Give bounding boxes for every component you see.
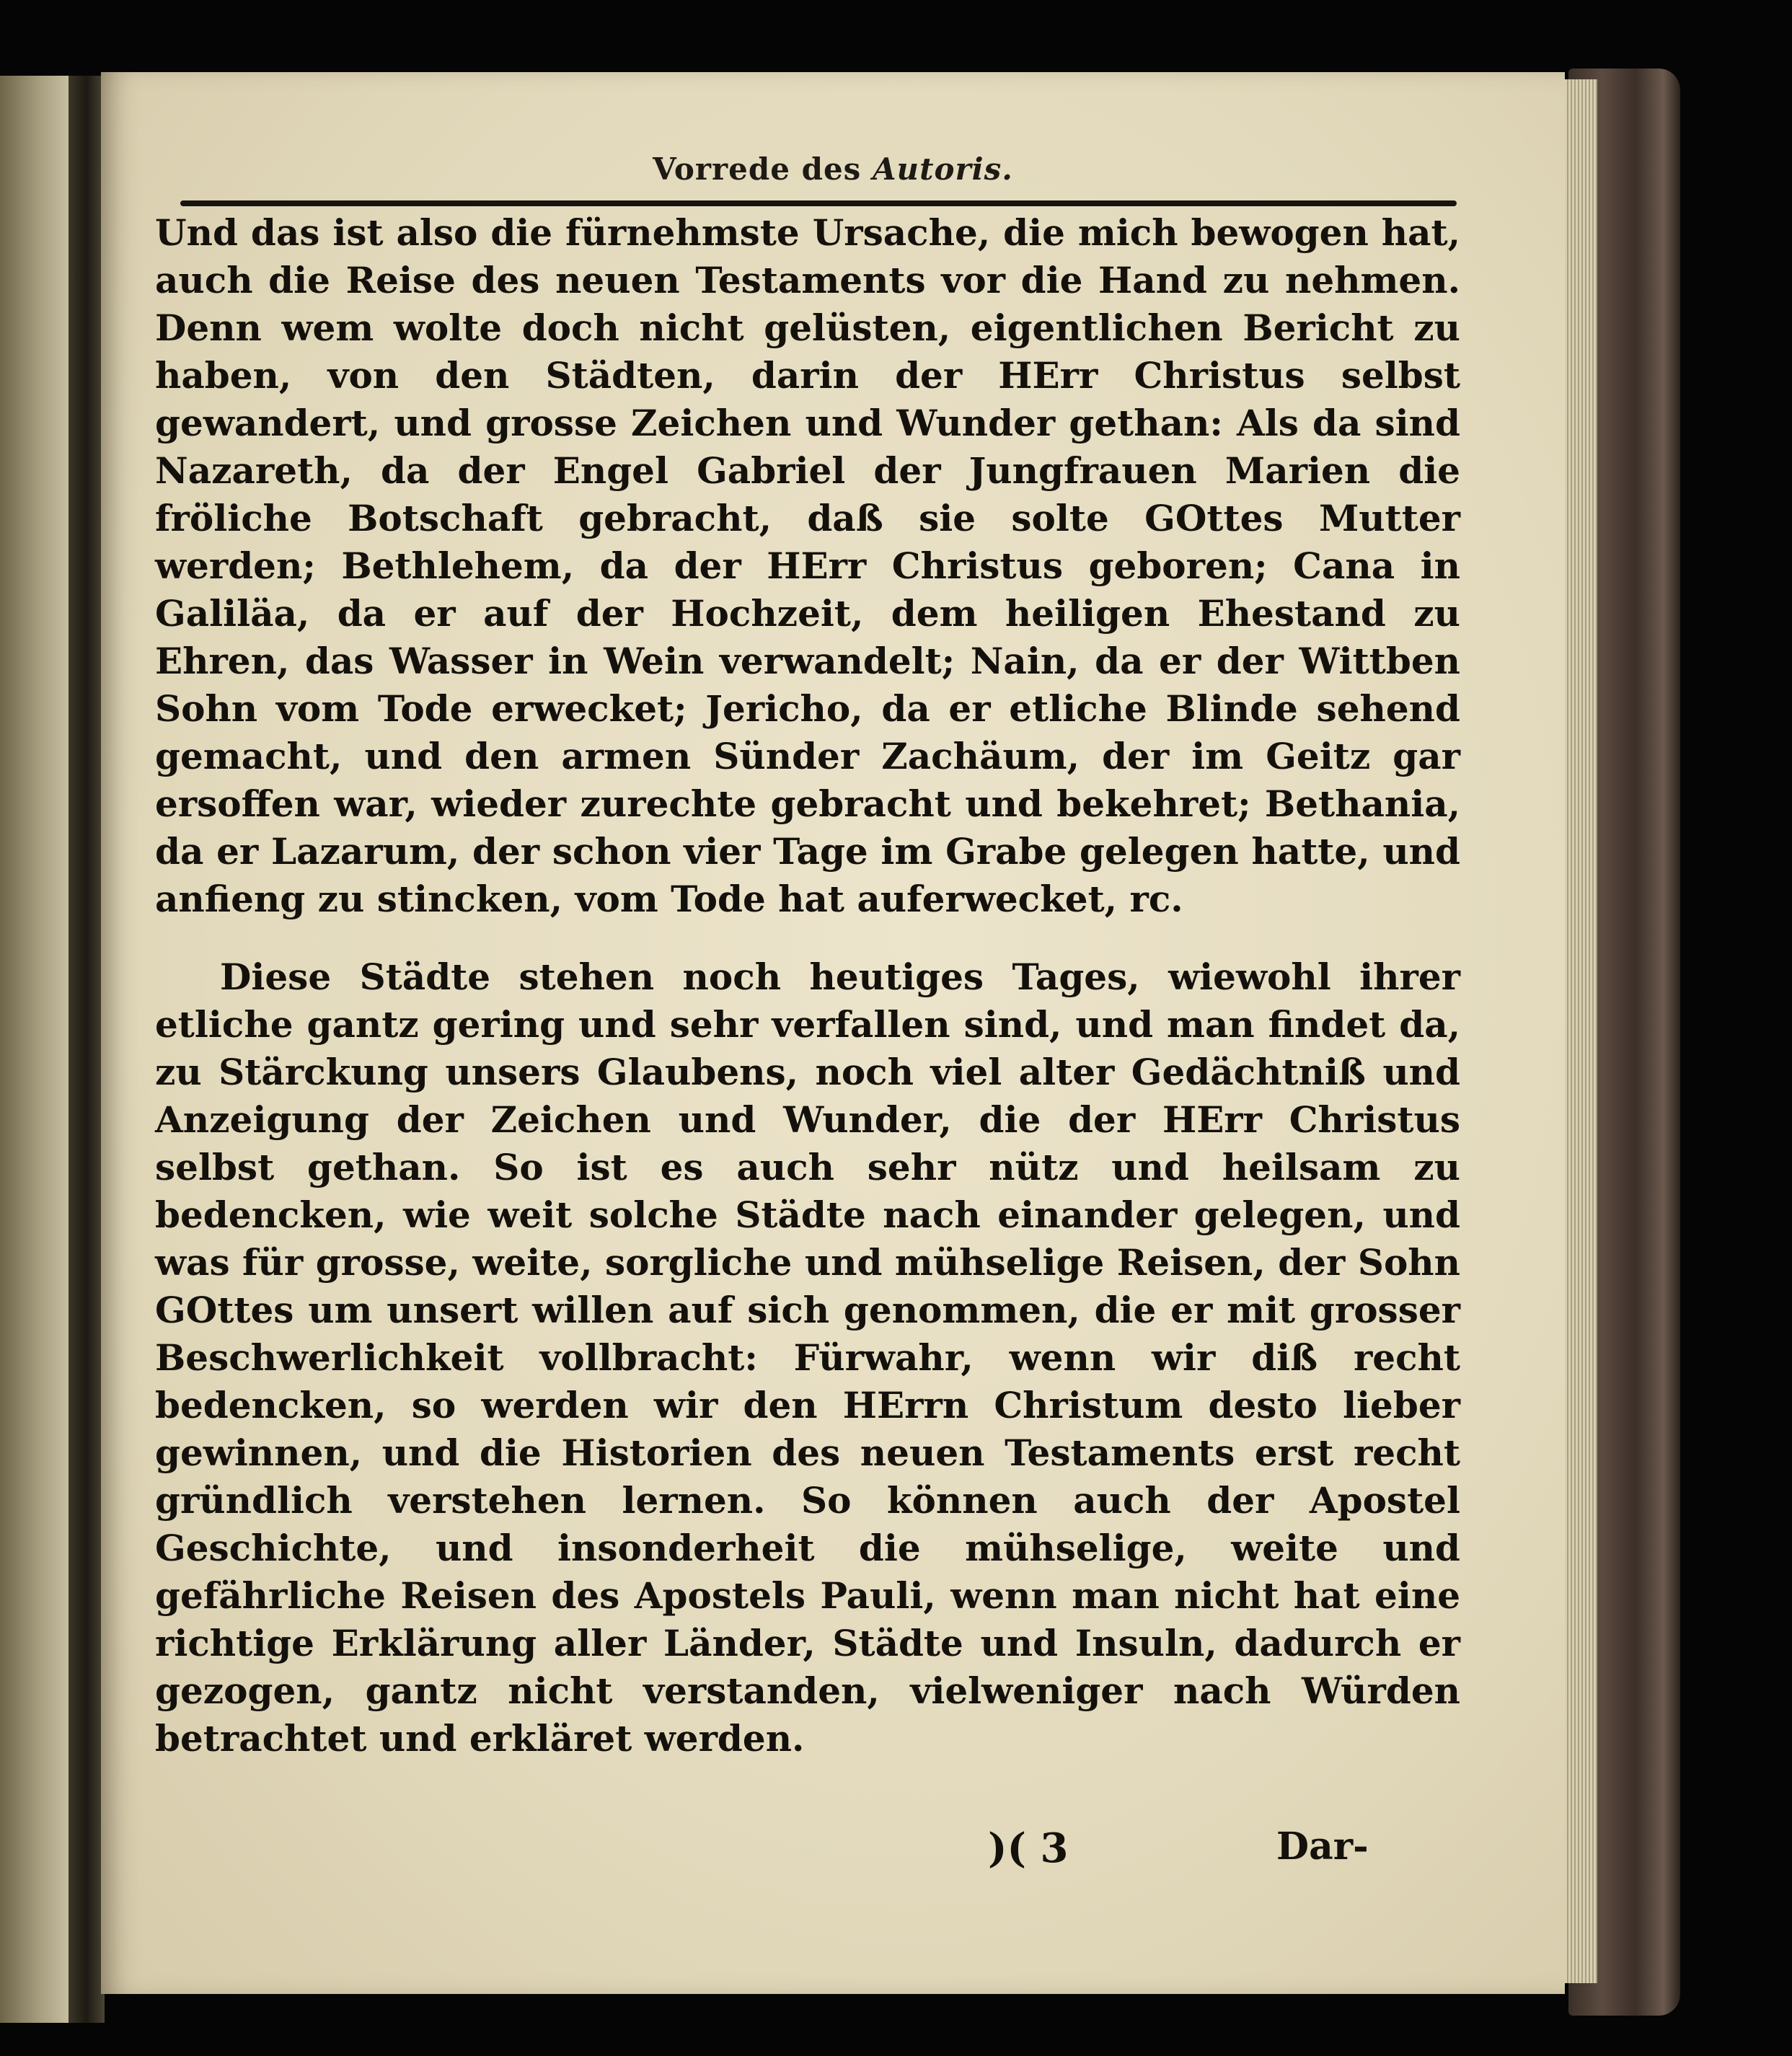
paragraph-2: Diese Städte stehen noch heutiges Tages, wiewohl ihrer etliche gantz gering und sehr verfallen sind, und man findet da, zu Stärckung unsers Glaubens, noch viel alter Gedächtniß und Anzeigung der Zeichen und Wunder, die der HErr Christus selbst gethan. So ist es auch sehr nütz und heilsam zu bedencken, wie weit solche Städte nach einander gelegen, und was für grosse, weite, sorgliche und mühselige Reisen, der Sohn GOttes um unsert willen auf sich genommen, die er mit grosser Beschwerlichkeit vollbracht: Fürwahr, wenn wir diß recht bedencken, so werden wir den HErrn Christum desto lieber gewinnen, und die Historien des neuen Testaments erst recht gründlich verstehen lernen. So können auch der Apostel Geschichte, und insonderheit die mühselige, weite und gefährliche Reisen des Apostels Pauli, wenn man nicht hat eine richtige Erklärung aller Länder, Städte und Insuln, dadurch er gezogen, gantz nicht verstanden, vielweniger nach Würden betrachtet und erkläret werden.: [155, 956, 1460, 1760]
paragraph-1: Und das ist also die fürnehmste Ursache, die mich bewogen hat, auch die Reise des neuen Testaments vor die Hand zu nehmen. Denn wem wolte doch nicht gelüsten, eigentlichen Bericht zu haben, von den Städten, darin der HErr Christus selbst gewandert, und grosse Zeichen und Wunder gethan: Als da sind Nazareth, da der Engel Gabriel der Jungfrauen Marien die fröliche Botschaft gebracht, daß sie solte GOttes Mutter werden; Bethlehem, da der HErr Christus geboren; Cana in Galiläa, da er auf der Hochzeit, dem heiligen Ehestand zu Ehren, das Wasser in Wein verwandelt; Nain, da er der Wittben Sohn vom Tode erwecket; Jericho, da er etliche Blinde sehend gemacht, und den armen Sünder Zachäum, der im Geitz gar ersoffen war, wieder zurechte gebracht und bekehret; Bethania, da er Lazarum, der schon vier Tage im Grabe gelegen hatte, und anfieng zu stincken, vom Tode hat auferwecket, rc.: [155, 211, 1460, 920]
running-head: [101, 151, 1565, 187]
catchword: Dar-: [1276, 1825, 1369, 1869]
signature-mark: )( 3: [988, 1825, 1069, 1872]
running-head-italic: Autoris.: [872, 151, 1013, 187]
body-text: [155, 209, 1460, 1762]
gutter: [69, 76, 105, 2023]
running-head-main: Vorrede des: [653, 151, 862, 187]
header-rule: [180, 200, 1457, 206]
page: [101, 72, 1565, 1994]
